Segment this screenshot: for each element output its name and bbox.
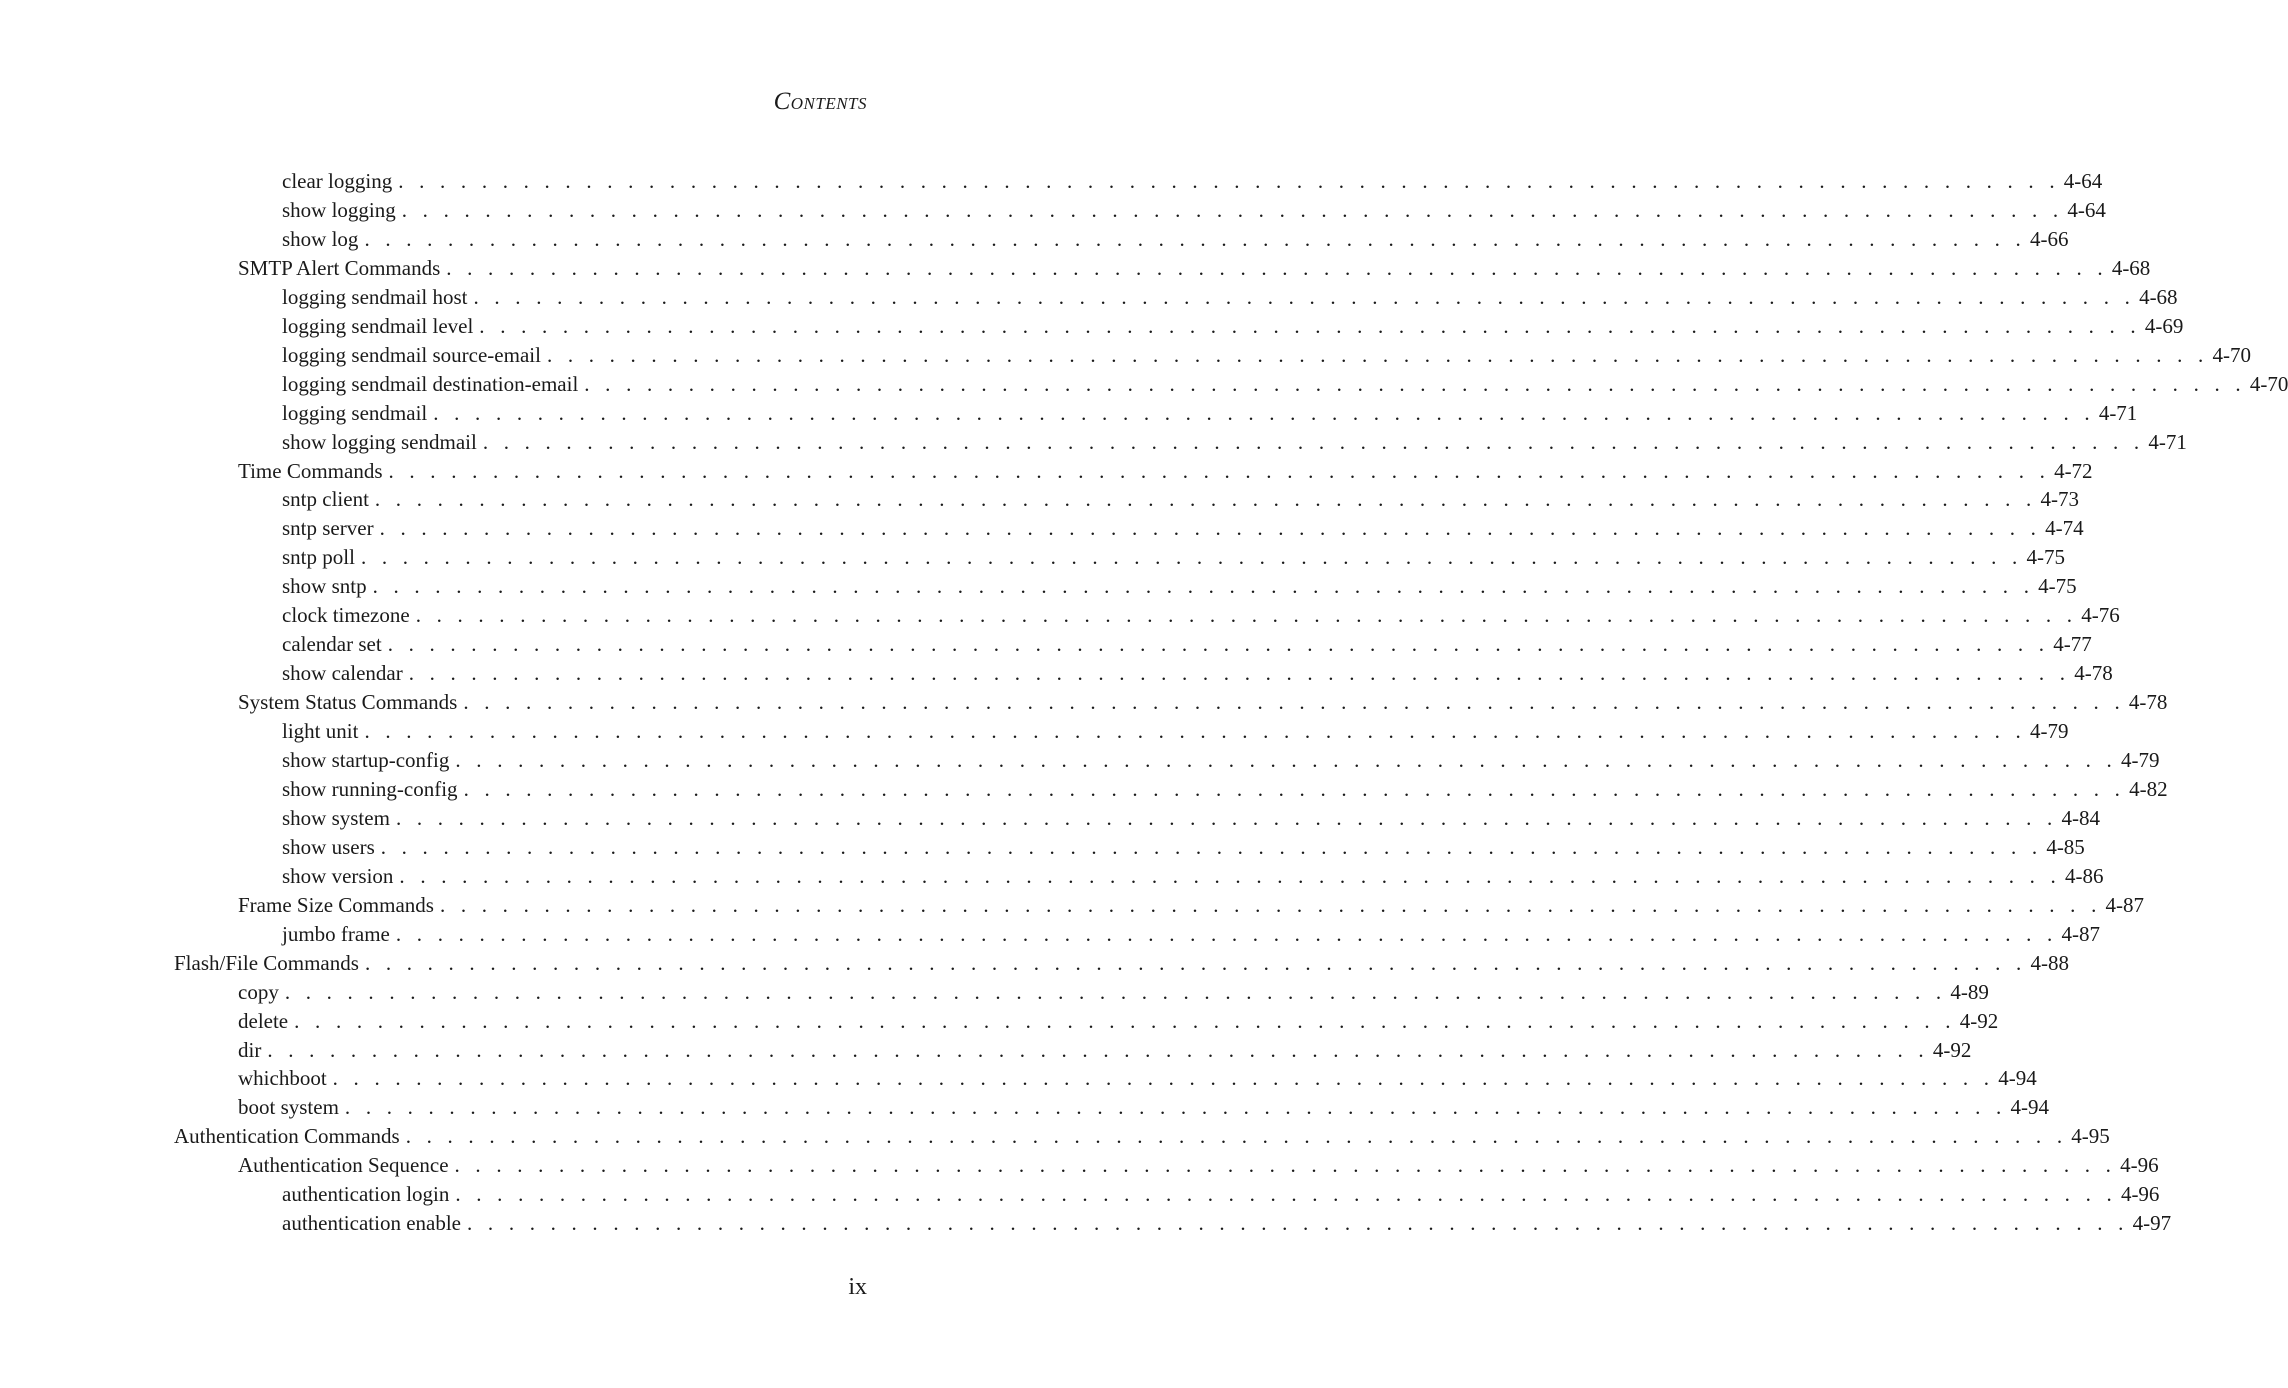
toc-entry-title: clock timezone bbox=[282, 603, 410, 628]
toc-entry[interactable] bbox=[238, 978, 1989, 1007]
toc-entry-title: show users bbox=[282, 834, 375, 859]
toc-dot-leader: . . . . . . . . . . . . . . . . . . . . . . . . . . . . . . . . . . . . . . . . . . . . . . . . . . . . . . . . . . . . . . . . . . . . . . . . . . . . . . . . bbox=[372, 574, 2035, 599]
toc-entry-page: 4-68 bbox=[2111, 255, 2151, 280]
toc-entry-title: show startup-config bbox=[282, 748, 450, 772]
toc-dot-leader: . . . . . . . . . . . . . . . . . . . . . . . . . . . . . . . . . . . . . . . . . . . . . . . . . . . . . . . . . . . . . . . . . . . . . . . . . . . . . . . . bbox=[463, 776, 2126, 801]
toc-entry[interactable] bbox=[282, 341, 2251, 370]
toc-entry[interactable] bbox=[238, 1007, 1999, 1036]
toc-entry[interactable] bbox=[282, 543, 2065, 572]
toc-dot-leader: . . . . . . . . . . . . . . . . . . . . . . . . . . . . . . . . . . . . . . . . . . . . . . . . . . . . . . . . . . . . . . . . . . . . . . . . . . . . . . . . bbox=[388, 458, 2051, 483]
toc-entry[interactable] bbox=[238, 254, 2151, 283]
toc-dot-leader: . . . . . . . . . . . . . . . . . . . . . . . . . . . . . . . . . . . . . . . . . . . . . . . . . . . . . . . . . . . . . . . . . . . . . . . . . . . . . . . . bbox=[433, 400, 2095, 425]
toc-entry-page: 4-71 bbox=[2148, 429, 2187, 454]
toc-entry-page: 4-87 bbox=[2105, 892, 2145, 917]
toc-dot-leader: . . . . . . . . . . . . . . . . . . . . . . . . . . . . . . . . . . . . . . . . . . . . . . . . . . . . . . . . . . . . . . . . . . . . . . . . . . . . . . . . bbox=[344, 1095, 2007, 1120]
toc-entry-page: 4-73 bbox=[2040, 487, 2079, 512]
toc-entry-title: Flash/File Commands bbox=[174, 950, 359, 975]
toc-entry-page: 4-87 bbox=[2061, 921, 2100, 946]
toc-entry-page: 4-78 bbox=[2074, 661, 2113, 686]
toc-entry-title: Frame Size Commands bbox=[238, 892, 434, 917]
toc-entry[interactable] bbox=[282, 428, 2187, 457]
toc-entry-page: 4-95 bbox=[2071, 1124, 2110, 1149]
toc-dot-leader: . . . . . . . . . . . . . . . . . . . . . . . . . . . . . . . . . . . . . . . . . . . . . . . . . . . . . . . . . . . . . . . . . . . . . . . . . . . . . . . . bbox=[332, 1066, 1995, 1091]
toc-dot-leader: . . . . . . . . . . . . . . . . . . . . . . . . . . . . . . . . . . . . . . . . . . . . . . . . . . . . . . . . . . . . . . . . . . . . . . . . . . . . . . . . bbox=[364, 950, 2027, 975]
toc-dot-leader: . . . . . . . . . . . . . . . . . . . . . . . . . . . . . . . . . . . . . . . . . . . . . . . . . . . . . . . . . . . . . . . . . . . . . . . . . . . . . . . . bbox=[415, 603, 2078, 628]
toc-entry-page: 4-75 bbox=[2026, 545, 2065, 570]
toc-entry[interactable] bbox=[282, 920, 2100, 949]
toc-entry-title: SMTP Alert Commands bbox=[238, 255, 441, 280]
toc-entry-page: 4-86 bbox=[2064, 863, 2104, 888]
toc-entry-page: 4-88 bbox=[2030, 950, 2069, 975]
toc-entry-page: 4-71 bbox=[2098, 400, 2138, 425]
toc-entry-title: logging sendmail host bbox=[282, 284, 468, 309]
toc-dot-leader: . . . . . . . . . . . . . . . . . . . . . . . . . . . . . . . . . . . . . . . . . . . . . . . . . . . . . . . . . . . . . . . . . . . . . . . . . . . . . . . . bbox=[439, 892, 2102, 917]
toc-entry-page: 4-92 bbox=[1932, 1037, 1972, 1062]
toc-dot-leader: . . . . . . . . . . . . . . . . . . . . . . . . . . . . . . . . . . . . . . . . . . . . . . . . . . . . . . . . . . . . . . . . . . . . . . . . . . . . . . . . bbox=[467, 1211, 2129, 1236]
toc-entry[interactable] bbox=[174, 1122, 2110, 1151]
toc-dot-leader: . . . . . . . . . . . . . . . . . . . . . . . . . . . . . . . . . . . . . . . . . . . . . . . . . . . . . . . . . . . . . . . . . . . . . . . . . . . . . . . . bbox=[455, 1182, 2117, 1207]
toc-entry-page: 4-89 bbox=[1950, 979, 1989, 1004]
toc-entry-title: delete bbox=[238, 1008, 289, 1033]
toc-entry-page: 4-94 bbox=[2010, 1095, 2049, 1120]
toc-entry[interactable] bbox=[282, 804, 2100, 833]
toc-dot-leader: . . . . . . . . . . . . . . . . . . . . . . . . . . . . . . . . . . . . . . . . . . . . . . . . . . . . . . . . . . . . . . . . . . . . . . . . . . . . . . . . bbox=[482, 429, 2145, 454]
toc-entry-page: 4-79 bbox=[2120, 748, 2160, 772]
toc-dot-leader: . . . . . . . . . . . . . . . . . . . . . . . . . . . . . . . . . . . . . . . . . . . . . . . . . . . . . . . . . . . . . . . . . . . . . . . . . . . . . . . . bbox=[473, 284, 2136, 309]
toc-entry[interactable] bbox=[238, 457, 2093, 486]
toc-entry-title: show sntp bbox=[282, 574, 367, 599]
toc-entry-title: authentication enable bbox=[282, 1211, 462, 1236]
toc-dot-leader: . . . . . . . . . . . . . . . . . . . . . . . . . . . . . . . . . . . . . . . . . . . . . . . . . . . . . . . . . . . . . . . . . . . . . . . . . . . . . . . . bbox=[379, 516, 2042, 541]
running-header-initial: C bbox=[773, 88, 791, 115]
toc-entry-page: 4-75 bbox=[2038, 574, 2077, 599]
toc-dot-leader: . . . . . . . . . . . . . . . . . . . . . . . . . . . . . . . . . . . . . . . . . . . . . . . . . . . . . . . . . . . . . . . . . . . . . . . . . . . . . . . . bbox=[463, 690, 2125, 715]
toc-entry-title: show calendar bbox=[282, 661, 403, 686]
toc-entry-page: 4-70 bbox=[2249, 371, 2288, 396]
toc-entry[interactable] bbox=[282, 196, 2106, 225]
toc-entry-page: 4-78 bbox=[2128, 690, 2168, 715]
toc-dot-leader: . . . . . . . . . . . . . . . . . . . . . . . . . . . . . . . . . . . . . . . . . . . . . . . . . . . . . . . . . . . . . . . . . . . . . . . . . . . . . . . . bbox=[395, 805, 2058, 830]
toc-entry-title: show logging sendmail bbox=[282, 429, 477, 454]
toc-entry-title: copy bbox=[238, 979, 279, 1004]
toc-entry[interactable] bbox=[238, 1064, 2037, 1093]
toc-entry[interactable] bbox=[282, 601, 2120, 630]
toc-dot-leader: . . . . . . . . . . . . . . . . . . . . . . . . . . . . . . . . . . . . . . . . . . . . . . . . . . . . . . . . . . . . . . . . . . . . . . . . . . . . . . . . bbox=[584, 371, 2246, 396]
toc-entry-page: 4-64 bbox=[2063, 169, 2103, 193]
toc-entry-title: logging sendmail level bbox=[282, 313, 474, 338]
toc-entry-page: 4-94 bbox=[1998, 1066, 2037, 1091]
toc-entry-page: 4-97 bbox=[2132, 1211, 2172, 1236]
toc-entry-title: logging sendmail source-email bbox=[282, 342, 541, 367]
toc-dot-leader: . . . . . . . . . . . . . . . . . . . . . . . . . . . . . . . . . . . . . . . . . . . . . . . . . . . . . . . . . . . . . . . . . . . . . . . . . . . . . . . . bbox=[360, 545, 2023, 570]
toc-entry[interactable] bbox=[282, 167, 2103, 196]
toc-entry[interactable] bbox=[282, 399, 2138, 428]
toc-entry-page: 4-85 bbox=[2046, 834, 2085, 859]
toc-entry[interactable] bbox=[238, 891, 2145, 920]
toc-dot-leader: . . . . . . . . . . . . . . . . . . . . . . . . . . . . . . . . . . . . . . . . . . . . . . . . . . . . . . . . . . . . . . . . . . . . . . . . . . . . . . . . bbox=[267, 1037, 1929, 1062]
toc-entry-page: 4-84 bbox=[2061, 805, 2100, 830]
toc-entry-title: show logging bbox=[282, 197, 396, 222]
page-number: ix bbox=[848, 1274, 867, 1300]
toc-entry[interactable] bbox=[282, 833, 2085, 862]
toc-entry-title: logging sendmail destination-email bbox=[282, 371, 579, 396]
toc-entry[interactable] bbox=[282, 370, 2288, 399]
toc-dot-leader: . . . . . . . . . . . . . . . . . . . . . . . . . . . . . . . . . . . . . . . . . . . . . . . . . . . . . . . . . . . . . . . . . . . . . . . . . . . . . . . . bbox=[364, 719, 2026, 744]
toc-entry-title: clear logging bbox=[282, 169, 393, 193]
toc-dot-leader: . . . . . . . . . . . . . . . . . . . . . . . . . . . . . . . . . . . . . . . . . . . . . . . . . . . . . . . . . . . . . . . . . . . . . . . . . . . . . . . . bbox=[380, 834, 2043, 859]
toc-entry-title: show running-config bbox=[282, 776, 458, 801]
toc-dot-leader: . . . . . . . . . . . . . . . . . . . . . . . . . . . . . . . . . . . . . . . . . . . . . . . . . . . . . . . . . . . . . . . . . . . . . . . . . . . . . . . . bbox=[455, 748, 2117, 772]
toc-entry-page: 4-69 bbox=[2144, 313, 2184, 338]
toc-entry-page: 4-74 bbox=[2045, 516, 2084, 541]
running-header-rest: ONTENTS bbox=[790, 94, 867, 113]
toc-entry[interactable] bbox=[282, 225, 2069, 254]
toc-dot-leader: . . . . . . . . . . . . . . . . . . . . . . . . . . . . . . . . . . . . . . . . . . . . . . . . . . . . . . . . . . . . . . . . . . . . . . . . . . . . . . . . bbox=[374, 487, 2037, 512]
toc-entry-page: 4-96 bbox=[2120, 1153, 2159, 1178]
toc-entry-title: calendar set bbox=[282, 632, 382, 657]
toc-entry-title: whichboot bbox=[238, 1066, 327, 1091]
toc-entry-page: 4-68 bbox=[2139, 284, 2178, 309]
toc-entry-page: 4-64 bbox=[2067, 197, 2106, 222]
toc-entry-title: Authentication Commands bbox=[174, 1124, 400, 1149]
toc-entry-title: Authentication Sequence bbox=[238, 1153, 449, 1178]
toc-entry-title: logging sendmail bbox=[282, 400, 428, 425]
toc-entry-page: 4-92 bbox=[1959, 1008, 1999, 1033]
toc-entry[interactable] bbox=[238, 1036, 1972, 1065]
toc-dot-leader: . . . . . . . . . . . . . . . . . . . . . . . . . . . . . . . . . . . . . . . . . . . . . . . . . . . . . . . . . . . . . . . . . . . . . . . . . . . . . . . . bbox=[284, 979, 1947, 1004]
toc-entry[interactable] bbox=[282, 485, 2079, 514]
toc-entry-page: 4-70 bbox=[2212, 342, 2251, 367]
toc-dot-leader: . . . . . . . . . . . . . . . . . . . . . . . . . . . . . . . . . . . . . . . . . . . . . . . . . . . . . . . . . . . . . . . . . . . . . . . . . . . . . . . . bbox=[294, 1008, 1956, 1033]
toc-dot-leader: . . . . . . . . . . . . . . . . . . . . . . . . . . . . . . . . . . . . . . . . . . . . . . . . . . . . . . . . . . . . . . . . . . . . . . . . . . . . . . . . bbox=[364, 226, 2026, 251]
toc-entry-title: boot system bbox=[238, 1095, 339, 1120]
toc-dot-leader: . . . . . . . . . . . . . . . . . . . . . . . . . . . . . . . . . . . . . . . . . . . . . . . . . . . . . . . . . . . . . . . . . . . . . . . . . . . . . . . . bbox=[454, 1153, 2117, 1178]
toc-entry[interactable] bbox=[238, 1151, 2159, 1180]
toc-entry[interactable] bbox=[282, 1180, 2160, 1209]
toc-dot-leader: . . . . . . . . . . . . . . . . . . . . . . . . . . . . . . . . . . . . . . . . . . . . . . . . . . . . . . . . . . . . . . . . . . . . . . . . . . . . . . . . bbox=[405, 1124, 2068, 1149]
toc-dot-leader: . . . . . . . . . . . . . . . . . . . . . . . . . . . . . . . . . . . . . . . . . . . . . . . . . . . . . . . . . . . . . . . . . . . . . . . . . . . . . . . . bbox=[479, 313, 2141, 338]
toc-entry-title: light unit bbox=[282, 719, 359, 744]
toc-entry-page: 4-79 bbox=[2030, 719, 2069, 744]
toc-entry-page: 4-66 bbox=[2030, 226, 2069, 251]
toc-entry-page: 4-76 bbox=[2081, 603, 2120, 628]
toc-entry-title: show system bbox=[282, 805, 390, 830]
toc-entry-page: 4-82 bbox=[2129, 776, 2168, 801]
toc-entry[interactable] bbox=[282, 659, 2113, 688]
toc-dot-leader: . . . . . . . . . . . . . . . . . . . . . . . . . . . . . . . . . . . . . . . . . . . . . . . . . . . . . . . . . . . . . . . . . . . . . . . . . . . . . . . . bbox=[446, 255, 2108, 280]
toc-entry[interactable] bbox=[282, 572, 2077, 601]
toc-entry-page: 4-77 bbox=[2053, 632, 2092, 657]
toc-entry[interactable] bbox=[282, 746, 2160, 775]
running-header bbox=[774, 88, 867, 116]
toc-entry[interactable] bbox=[238, 1093, 2049, 1122]
toc-dot-leader: . . . . . . . . . . . . . . . . . . . . . . . . . . . . . . . . . . . . . . . . . . . . . . . . . . . . . . . . . . . . . . . . . . . . . . . . . . . . . . . . bbox=[387, 632, 2050, 657]
toc-entry[interactable] bbox=[282, 283, 2178, 312]
toc-dot-leader: . . . . . . . . . . . . . . . . . . . . . . . . . . . . . . . . . . . . . . . . . . . . . . . . . . . . . . . . . . . . . . . . . . . . . . . . . . . . . . . . bbox=[399, 863, 2061, 888]
toc-entry-title: Time Commands bbox=[238, 458, 383, 483]
toc-entry-title: sntp client bbox=[282, 487, 369, 512]
toc-entry[interactable] bbox=[174, 949, 2069, 978]
toc-entry[interactable] bbox=[238, 688, 2168, 717]
toc-dot-leader: . . . . . . . . . . . . . . . . . . . . . . . . . . . . . . . . . . . . . . . . . . . . . . . . . . . . . . . . . . . . . . . . . . . . . . . . . . . . . . . . bbox=[398, 169, 2060, 193]
toc-dot-leader: . . . . . . . . . . . . . . . . . . . . . . . . . . . . . . . . . . . . . . . . . . . . . . . . . . . . . . . . . . . . . . . . . . . . . . . . . . . . . . . . bbox=[401, 197, 2064, 222]
toc-entry-title: authentication login bbox=[282, 1182, 450, 1207]
toc-entry[interactable] bbox=[282, 1209, 2172, 1238]
toc-dot-leader: . . . . . . . . . . . . . . . . . . . . . . . . . . . . . . . . . . . . . . . . . . . . . . . . . . . . . . . . . . . . . . . . . . . . . . . . . . . . . . . . bbox=[546, 342, 2209, 367]
toc-entry-title: sntp server bbox=[282, 516, 374, 541]
toc-entry[interactable] bbox=[282, 862, 2104, 891]
toc-dot-leader: . . . . . . . . . . . . . . . . . . . . . . . . . . . . . . . . . . . . . . . . . . . . . . . . . . . . . . . . . . . . . . . . . . . . . . . . . . . . . . . . bbox=[408, 661, 2071, 686]
toc-entry[interactable] bbox=[282, 312, 2184, 341]
toc-entry-title: sntp poll bbox=[282, 545, 355, 570]
toc-entry[interactable] bbox=[282, 717, 2069, 746]
toc-entry[interactable] bbox=[282, 775, 2168, 804]
toc-entry[interactable] bbox=[282, 514, 2084, 543]
toc-entry-title: dir bbox=[238, 1037, 262, 1062]
toc-entry-title: show log bbox=[282, 226, 359, 251]
toc-entry-page: 4-96 bbox=[2120, 1182, 2160, 1207]
toc-entry-page: 4-72 bbox=[2054, 458, 2093, 483]
toc-entry-title: show version bbox=[282, 863, 394, 888]
toc-entry-title: jumbo frame bbox=[282, 921, 390, 946]
toc-entry-title: System Status Commands bbox=[238, 690, 458, 715]
toc-entry[interactable] bbox=[282, 630, 2092, 659]
toc-dot-leader: . . . . . . . . . . . . . . . . . . . . . . . . . . . . . . . . . . . . . . . . . . . . . . . . . . . . . . . . . . . . . . . . . . . . . . . . . . . . . . . . bbox=[395, 921, 2058, 946]
